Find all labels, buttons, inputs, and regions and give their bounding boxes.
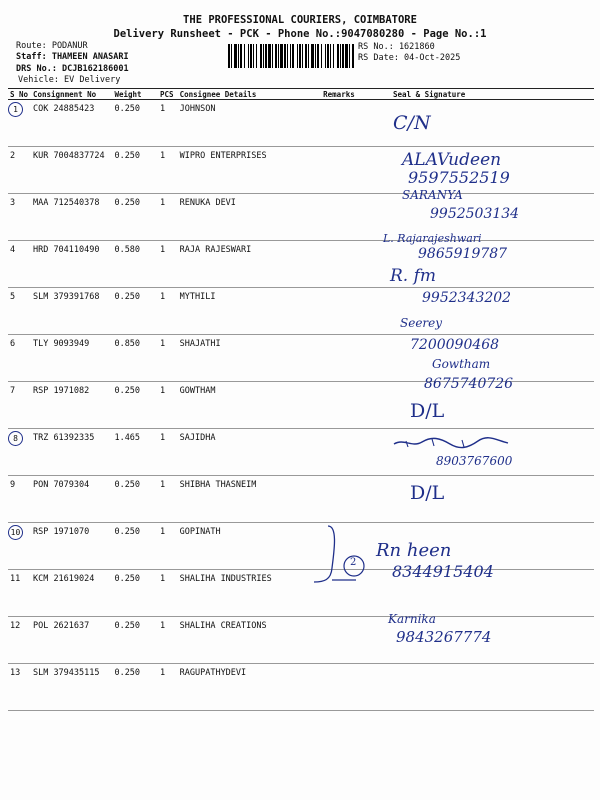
cell-sno [8,100,31,147]
table-row [8,570,594,617]
cell-weight: 0.250 [112,664,158,711]
cell-sno [8,194,31,241]
cell-pcs: 1 [158,147,178,194]
handwriting-phone-row9: 8903767600 [436,454,513,468]
cell-sno [8,335,31,382]
circled-sno: 8 [8,431,23,446]
cell-consignment: COK 24885423 [31,100,112,147]
bracket-mark-rows-11-12 [310,522,370,590]
cell-consignee: RAJA RAJESWARI [178,241,322,288]
cell-weight: 0.850 [112,335,158,382]
circled-sno: 10 [8,525,23,540]
cell-weight: 0.250 [112,476,158,523]
cell-consignment: KUR 7004837724 [31,147,112,194]
company-title: THE PROFESSIONAL COURIERS, COIMBATORE [183,14,417,26]
cell-weight: 0.250 [112,570,158,617]
handwriting-name-row6: Seerey [400,316,443,330]
cell-sno [8,382,31,429]
cell-weight: 0.250 [112,100,158,147]
table-row [8,617,594,664]
handwriting-phone-row7a: 7200090468 [410,337,500,353]
col-consignee: Consignee Details [178,89,322,100]
cell-sno [8,617,31,664]
cell-sno [8,147,31,194]
cell-pcs: 1 [158,617,178,664]
handwriting-phone-row5: 9952343202 [422,290,512,306]
handwriting-cn: C/N [393,112,431,134]
col-pcs: PCS [158,89,178,100]
cell-consignee: JOHNSON [178,100,322,147]
cell-weight: 0.250 [112,523,158,570]
cell-pcs: 1 [158,476,178,523]
handwriting-name-row3: SARANYA [402,188,463,202]
cell-consignment: RSP 1971070 [31,523,112,570]
cell-sno [8,429,31,476]
col-remarks: Remarks [321,89,369,100]
handwriting-phone-row13: 9843267774 [396,628,492,646]
cell-consignment: POL 2621637 [31,617,112,664]
cell-signature [369,664,594,711]
cell-consignment: SLM 379435115 [31,664,112,711]
handwriting-phone-row2: 9597552519 [408,168,510,187]
scribble-signature-row9 [392,436,510,450]
cell-remarks [321,382,369,429]
cell-pcs: 1 [158,429,178,476]
barcode [228,44,355,68]
cell-consignment: KCM 21619024 [31,570,112,617]
cell-remarks [321,429,369,476]
cell-consignee: RAGUPATHYDEVI [178,664,322,711]
sno-text: 12 [10,621,21,631]
cell-pcs: 1 [158,382,178,429]
cell-weight: 0.580 [112,241,158,288]
cell-weight: 0.250 [112,382,158,429]
sno-text: 11 [10,574,21,584]
cell-sno [8,570,31,617]
cell-remarks [321,100,369,147]
table-header-row [8,89,594,100]
cell-remarks [321,335,369,382]
sno-text: 7 [10,386,16,396]
cell-consignee: SHALIHA CREATIONS [178,617,322,664]
handwriting-dl-row10: D/L [410,482,445,504]
runsheet-subtitle: Delivery Runsheet - PCK - Phone No.:9047080280 - Page No.:1 [113,28,487,40]
cell-pcs: 1 [158,288,178,335]
handwriting-dl-row8: D/L [410,400,445,422]
handwriting-name-row13: Karnika [388,612,436,626]
cell-consignment: TLY 9093949 [31,335,112,382]
cell-pcs: 1 [158,100,178,147]
cell-remarks [321,617,369,664]
cell-consignee: GOPINATH [178,523,322,570]
cell-consignee: WIPRO ENTERPRISES [178,147,322,194]
handwriting-name-row4: L. Rajarajeshwari [383,232,482,245]
cell-consignee: GOWTHAM [178,382,322,429]
cell-sno [8,241,31,288]
table-row [8,335,594,382]
table-row [8,664,594,711]
rs-no-text: RS No.: 1621860 [358,42,435,52]
cell-consignee: RENUKA DEVI [178,194,322,241]
sno-text: 3 [10,198,16,208]
cell-consignment: PON 7079304 [31,476,112,523]
rs-date-text: RS Date: 04-Oct-2025 [358,53,461,63]
cell-sno [8,664,31,711]
cell-pcs: 1 [158,241,178,288]
handwriting-name-row2: ALAVudeen [402,150,502,170]
cell-pcs: 1 [158,194,178,241]
table-row [8,476,594,523]
handwriting-name-row11: Rn heen [376,540,452,561]
staff-text: Staff: THAMEEN ANASARI [16,52,129,62]
sno-text: 5 [10,292,16,302]
cell-weight: 1.465 [112,429,158,476]
sno-text: 13 [10,668,21,678]
handwriting-phone-row7b: 8675740726 [424,376,514,392]
cell-remarks [321,664,369,711]
drs-text: DRS No.: DCJB162186001 [16,64,129,74]
cell-remarks [321,241,369,288]
cell-consignment: SLM 379391768 [31,288,112,335]
cell-consignee: SHAJATHI [178,335,322,382]
cell-sno [8,288,31,335]
cell-pcs: 1 [158,570,178,617]
cell-pcs: 1 [158,523,178,570]
cell-consignee: MYTHILI [178,288,322,335]
cell-weight: 0.250 [112,288,158,335]
cell-consignment: TRZ 61392335 [31,429,112,476]
col-consignment: Consignment No [31,89,112,100]
table-row [8,100,594,147]
handwriting-name-row5: R. fm [390,266,437,286]
cell-remarks [321,194,369,241]
route-text: Route: PODANUR [16,41,88,51]
cell-weight: 0.250 [112,147,158,194]
cell-consignee: SHIBHA THASNEIM [178,476,322,523]
cell-consignment: RSP 1971082 [31,382,112,429]
cell-consignee: SHALIHA INDUSTRIES [178,570,322,617]
handwriting-phone-row12: 8344915404 [392,562,494,581]
cell-consignment: HRD 704110490 [31,241,112,288]
sno-text: 4 [10,245,16,255]
cell-weight: 0.250 [112,194,158,241]
cell-pcs: 1 [158,335,178,382]
col-weight: Weight [112,89,158,100]
cell-remarks [321,288,369,335]
cell-remarks [321,147,369,194]
cell-pcs: 1 [158,664,178,711]
handwriting-phone-row3: 9952503134 [430,206,520,222]
handwriting-circled-2: 2 [350,557,357,568]
cell-sno [8,523,31,570]
col-signature: Seal & Signature [369,89,594,100]
handwriting-phone-row4: 9865919787 [418,246,508,262]
handwriting-name-row7: Gowtham [432,357,491,371]
cell-remarks [321,476,369,523]
cell-consignment: MAA 712540378 [31,194,112,241]
sno-text: 6 [10,339,16,349]
cell-signature [369,476,594,523]
col-sno: S No [8,89,31,100]
cell-sno [8,476,31,523]
sno-text: 9 [10,480,16,490]
vehicle-text: Vehicle: EV Delivery [18,75,121,85]
table-row [8,523,594,570]
sno-text: 2 [10,151,16,161]
cell-consignee: SAJIDHA [178,429,322,476]
circled-sno: 1 [8,102,23,117]
cell-weight: 0.250 [112,617,158,664]
